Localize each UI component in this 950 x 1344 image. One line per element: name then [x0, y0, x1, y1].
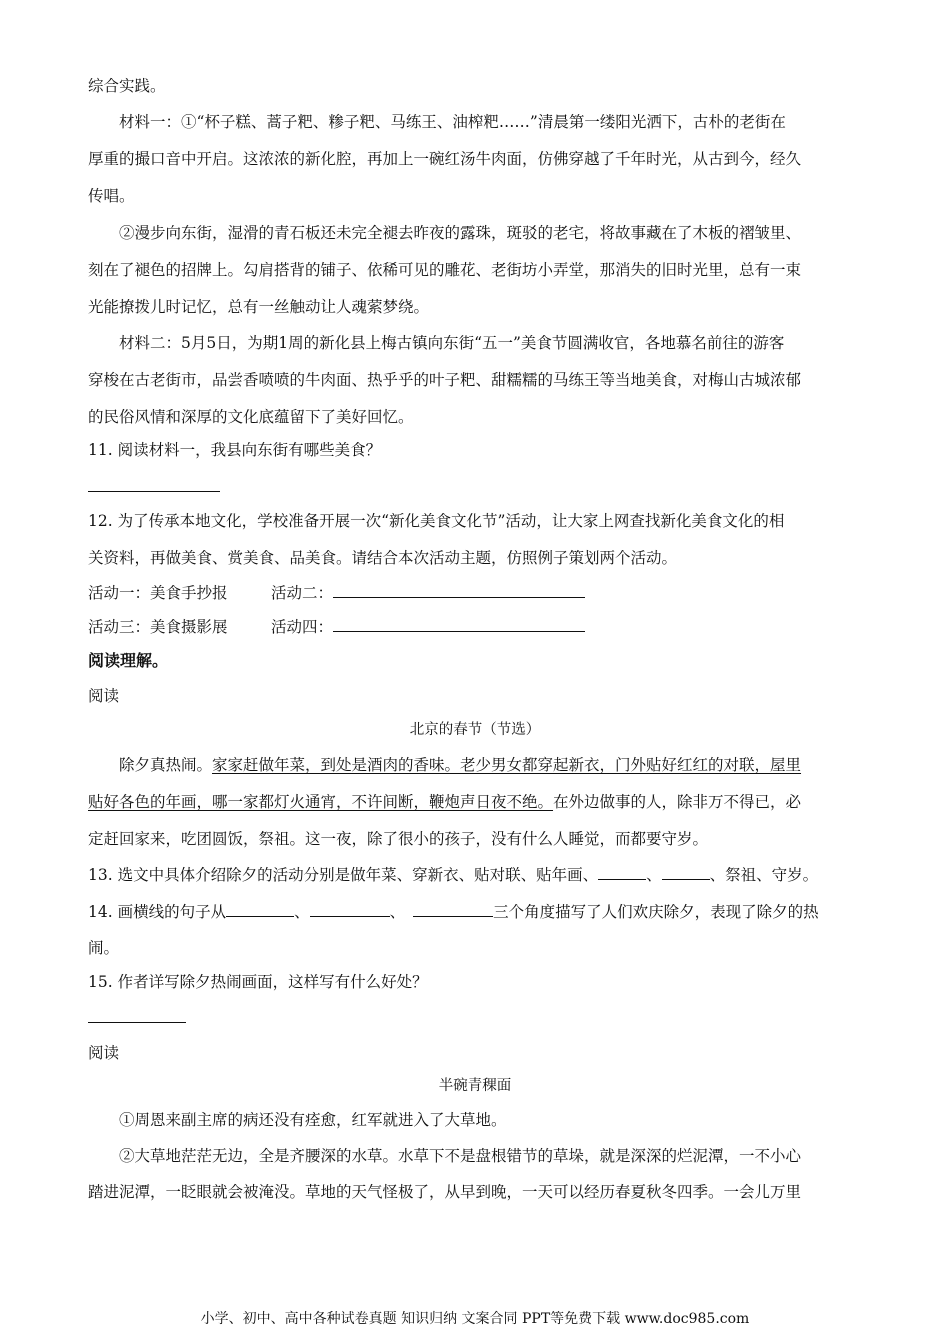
passage2-p2-line1: ②大草地茫茫无边，全是齐腰深的水草。水草下不是盘根错节的草垛，就是深深的烂泥潭，一不小心	[119, 1147, 802, 1165]
question-13-sep: 、	[646, 866, 662, 884]
material1-p2-line3: 光能撩拨儿时记忆，总有一丝触动让人魂萦梦绕。	[88, 298, 430, 316]
material1-p1-line1: 材料一：①“杯子糕、蒿子粑、糁子粑、马练王、油榨粑……”清晨第一缕阳光洒下，古朴的老街在	[119, 113, 786, 131]
question-14-line2: 闹。	[88, 939, 120, 957]
underlined-sentence-part1: 家家赶做年菜，到处是酒肉的香味。老少男女都穿起新衣，门外贴好红红的对联，屋里	[212, 756, 802, 774]
passage2-p1: ①周恩来副主席的病还没有痊愈，红军就进入了大草地。	[119, 1111, 507, 1129]
question-12-line1: 12. 为了传承本地文化，学校准备开展一次“新化美食文化节”活动，让大家上网查找新化美食文化的相	[88, 512, 785, 530]
passage1-line3: 定赶回家来，吃团圆饭，祭祖。这一夜，除了很小的孩子，没有什么人睡觉，而都要守岁。	[88, 830, 709, 848]
material1-p1-line2: 厚重的撮口音中开启。这浓浓的新化腔，再加上一碗红汤牛肉面，仿佛穿越了千年时光，从古到今，经久	[88, 150, 802, 168]
answer-blank-13b	[662, 865, 710, 880]
page-footer: 小学、初中、高中各种试卷真题 知识归纳 文案合同 PPT等免费下载 www.doc985.com	[200, 1311, 750, 1327]
activity-1: 活动一：美食手抄报	[88, 584, 228, 602]
activity-2	[271, 583, 585, 603]
question-13-text: 13. 选文中具体介绍除夕的活动分别是做年菜、穿新衣、贴对联、贴年画、	[88, 866, 599, 884]
question-13	[88, 865, 818, 885]
question-14	[88, 902, 819, 922]
activity-4-blank	[333, 617, 585, 632]
question-13-end: 、祭祖、守岁。	[709, 866, 819, 884]
passage2-title: 半碗青稞面	[438, 1078, 512, 1094]
material1-p2-line2: 刻在了褪色的招牌上。勾肩搭背的铺子、依稀可见的雕花、老街坊小弄堂，那消失的旧时光里，总有一束	[88, 261, 802, 279]
passage2-p2-line2: 踏进泥潭，一眨眼就会被淹没。草地的天气怪极了，从早到晚，一天可以经历春夏秋冬四季。一会儿万里	[88, 1183, 802, 1201]
passage1-label: 阅读	[88, 687, 120, 705]
reading-heading: 阅读理解。	[88, 651, 169, 670]
material2-line3: 的民俗风情和深厚的文化底蕴留下了美好回忆。	[88, 408, 414, 426]
passage1-line2	[88, 792, 801, 812]
question-14-sep2: 、	[389, 903, 406, 921]
question-15: 15. 作者详写除夕热闹画面，这样写有什么好处？	[88, 973, 428, 991]
material2-line1: 材料二：5月5日，为期1周的新化县上梅古镇向东街“五一”美食节圆满收官，各地慕名前往的游客	[119, 334, 785, 352]
answer-blank-11	[88, 491, 220, 492]
answer-blank-15	[88, 1022, 186, 1023]
question-14-end: 三个角度描写了人们欢庆除夕，表现了除夕的热	[493, 903, 819, 921]
answer-blank-14a	[226, 902, 294, 917]
activity-2-blank	[333, 583, 585, 598]
material1-p1-line3: 传唱。	[88, 187, 135, 205]
activity-2-label: 活动二：	[271, 584, 334, 602]
passage1-line1	[119, 755, 801, 775]
passage1-title: 北京的春节（节选）	[409, 722, 541, 738]
passage2-label: 阅读	[88, 1044, 120, 1062]
material2-line2: 穿梭在古老街市，品尝香喷喷的牛肉面、热乎乎的叶子粑、甜糯糯的马练王等当地美食，对梅山古城浓郁	[88, 371, 802, 389]
underlined-sentence-part2: 贴好各色的年画，哪一家都灯火通宵，不许间断，鞭炮声日夜不绝。	[88, 793, 554, 811]
question-14-text: 14. 画横线的句子从	[88, 903, 227, 921]
material1-p2-line1: ②漫步向东街，湿滑的青石板还未完全褪去昨夜的露珠，斑驳的老宅，将故事藏在了木板的褶皱里、	[119, 224, 802, 242]
answer-blank-14c	[413, 902, 493, 917]
section-intro: 综合实践。	[88, 77, 166, 95]
answer-blank-13a	[598, 865, 646, 880]
activity-4	[271, 617, 585, 637]
question-12-line2: 关资料，再做美食、赏美食、品美食。请结合本次活动主题，仿照例子策划两个活动。	[88, 549, 678, 567]
passage1-line1-start: 除夕真热闹。	[119, 756, 213, 774]
passage1-line2-end: 在外边做事的人，除非万不得已，必	[553, 793, 802, 811]
answer-blank-14b	[310, 902, 390, 917]
activity-4-label: 活动四：	[271, 618, 334, 636]
activity-3: 活动三：美食摄影展	[88, 618, 228, 636]
question-11: 11. 阅读材料一，我县向东街有哪些美食？	[88, 441, 382, 459]
question-14-sep1: 、	[294, 903, 310, 921]
